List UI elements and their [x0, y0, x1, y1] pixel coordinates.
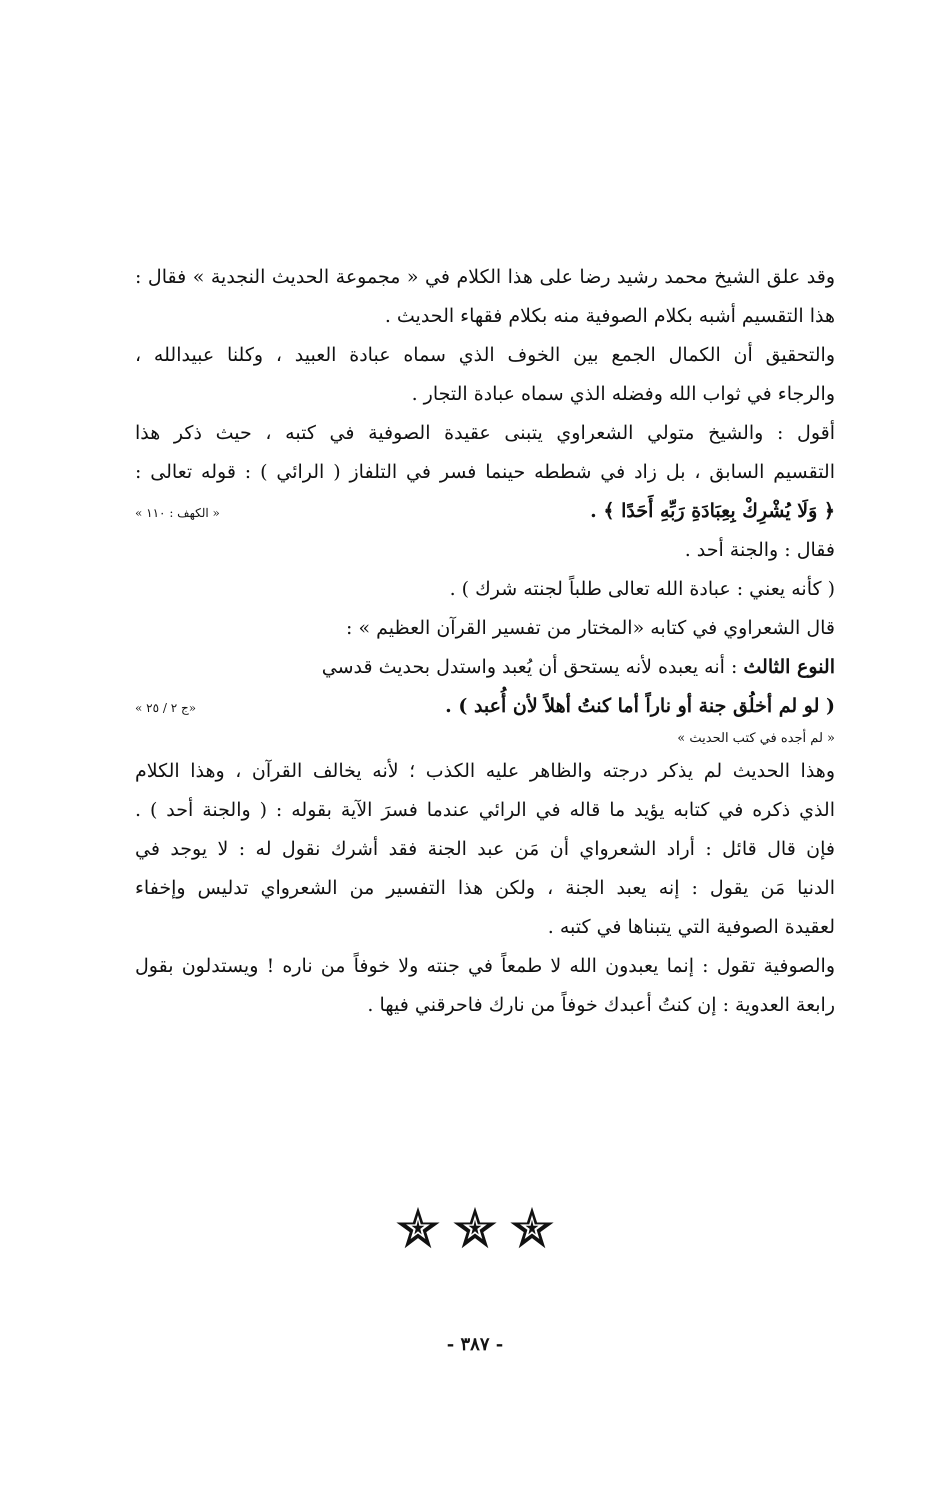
text-line-14: لعقيدة الصوفية التي يتبناها في كتبه . — [547, 916, 835, 938]
star-icon — [452, 1205, 498, 1251]
text-line-3: والتحقيق أن الكمال الجمع بين الخوف الذي سماه عبادة العبيد ، وكلنا عبيدالله ، — [135, 344, 835, 366]
hadith-line — [135, 687, 835, 726]
text-line-9: قال الشعراوي في كتابه «المختار من تفسير القرآن العظيم » : — [346, 617, 835, 639]
star-icon — [395, 1205, 441, 1251]
text-line-6: التقسيم السابق ، بل زاد في شططه حينما فسر في التلفاز ( الرائي ) : قوله تعالى : — [135, 461, 835, 483]
body-text — [135, 258, 835, 1025]
third-type-line — [135, 648, 835, 687]
third-type-text: : أنه يعبده لأنه يستحق أن يُعبد واستدل بحديث قدسي — [321, 656, 744, 678]
page-number: - ٣٨٧ - — [446, 1334, 504, 1355]
third-type-label: النوع الثالث — [743, 656, 835, 678]
text-line-8: ( كأنه يعني : عبادة الله تعالى طلباً لجنته شرك ) . — [449, 578, 835, 600]
text-line-4: والرجاء في ثواب الله وفضله الذي سماه عبادة التجار . — [411, 383, 835, 405]
text-line-13: الدنيا مَن يقول : إنه يعبد الجنة ، ولكن هذا التفسير من الشعرواي تدليس وإخفاء — [135, 877, 835, 899]
verse-reference: « الكهف : ١١٠ » — [135, 506, 220, 520]
star-icon — [509, 1205, 555, 1251]
text-line-7: فقال : والجنة أحد . — [684, 539, 835, 561]
hadith-not-found-note: « لم أجده في كتب الحديث » — [677, 731, 835, 746]
text-line-15: والصوفية تقول : إنما يعبدون الله لا طمعاً في جنته ولا خوفاً من ناره ! ويستدلون بقول — [135, 955, 835, 977]
text-line-12: فإن قال قائل : أراد الشعرواي أن مَن عبد الجنة فقد أشرك نقول له : لا يوجد في — [135, 838, 835, 860]
text-line-16: رابعة العدوية : إن كنتُ أعبدك خوفاً من نارك فاحرقني فيها . — [367, 994, 835, 1016]
ornament-stars — [395, 1205, 555, 1255]
text-line-5: أقول : والشيخ متولي الشعراوي يتبنى عقيدة الصوفية في كتبه ، حيث ذكر هذا — [135, 422, 835, 444]
verse-line — [135, 492, 835, 531]
text-line-2: هذا التقسيم أشبه بكلام الصوفية منه بكلام فقهاء الحديث . — [384, 305, 835, 327]
hadith-reference: «ج ٢ / ٢٥ » — [135, 701, 197, 715]
text-line-1: وقد علق الشيخ محمد رشيد رضا على هذا الكلام في « مجموعة الحديث النجدية » فقال : — [135, 266, 835, 288]
hadith-qudsi: ( لو لم أخلُق جنة أو ناراً أما كنتُ أهلاً لأن أُعبد ) . — [445, 695, 835, 717]
text-line-11: الذي ذكره في كتابه يؤيد ما قاله في الرائي عندما فسرَ الآية بقوله : ( والجنة أحد ) . — [135, 799, 835, 821]
text-line-10: وهذا الحديث لم يذكر درجته والظاهر عليه الكذب ؛ لأنه يخالف القرآن ، وهذا الكلام — [135, 760, 835, 782]
quran-verse: ﴿ وَلَا يُشْرِكْ بِعِبَادَةِ رَبِّهِ أَحَدًا ﴾ . — [590, 500, 835, 522]
